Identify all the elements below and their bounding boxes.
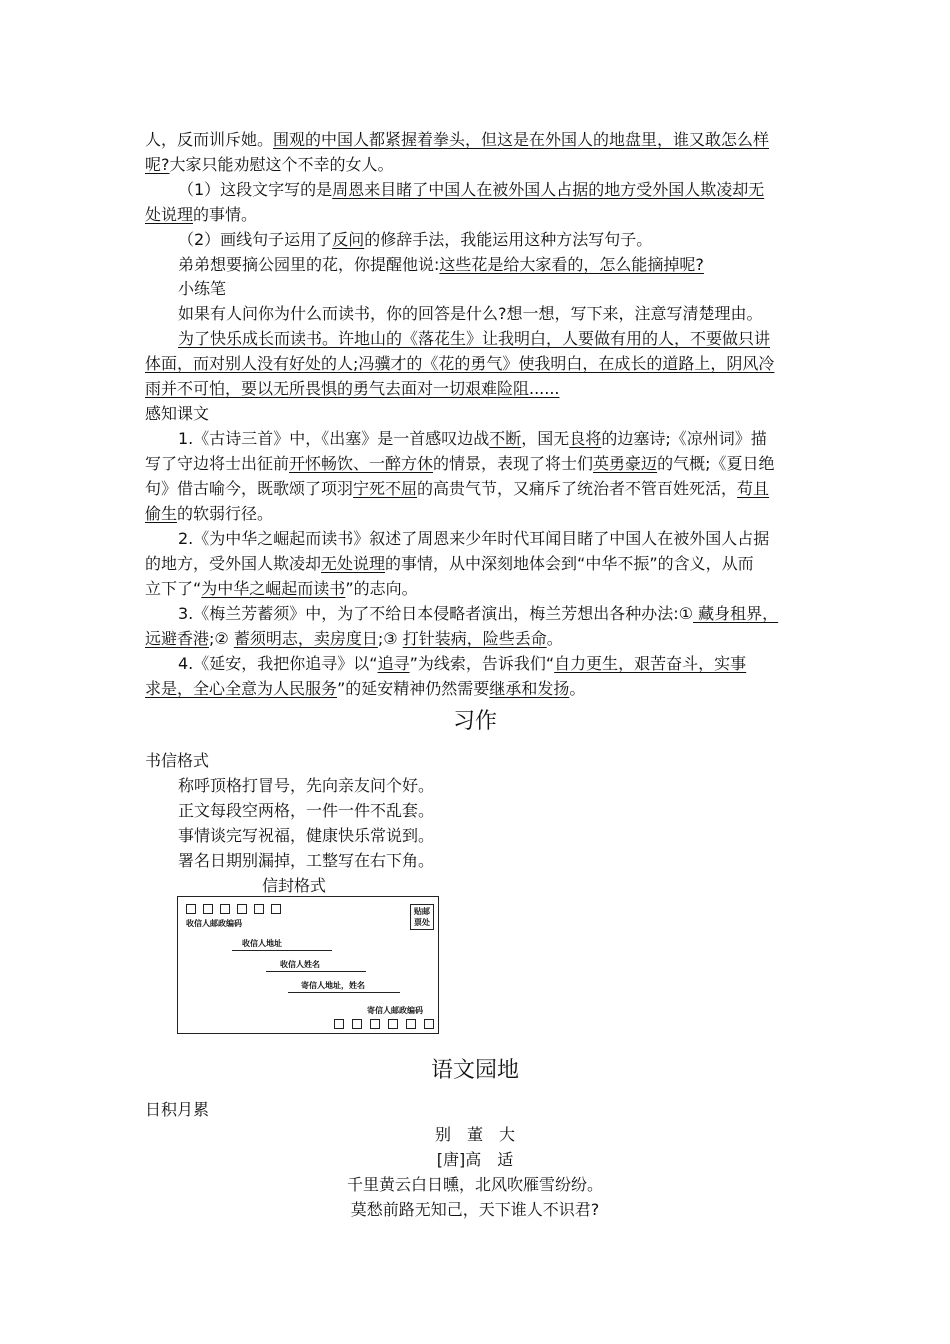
text-segment: 。 xyxy=(569,679,586,698)
envelope-diagram xyxy=(177,896,439,1034)
text-line xyxy=(178,526,805,551)
text-segment: 人，反而训斥她。 xyxy=(145,130,274,149)
text-line xyxy=(178,177,805,202)
envelope-title: 信封格式 xyxy=(262,876,327,895)
sender-address-label: 寄信人地址，姓名 xyxy=(301,980,365,990)
recipient-postcode-label: 收信人邮政编码 xyxy=(186,918,242,928)
text-segment: 立下了“ xyxy=(145,579,202,598)
poem-title: 别 董 大 xyxy=(434,1125,515,1144)
underlined-text: 良将 xyxy=(569,429,602,448)
text-segment: 的事情，从中深刻地体会到“中华不振”的含义，从而 xyxy=(385,554,754,573)
underlined-text: 这些花是给大家看的，怎么能摘掉呢? xyxy=(439,255,704,274)
text-line xyxy=(145,476,805,501)
text-segment: 如果有人问你为什么而读书，你的回答是什么?想一想，写下来，注意写清楚理由。 xyxy=(178,304,763,323)
text-segment: ;③ xyxy=(377,629,403,648)
text-segment: 的地方，受外国人欺凌却 xyxy=(145,554,322,573)
text-segment: 4.《延安，我把你追寻》以“ xyxy=(178,654,378,673)
poem-line: 千里黄云白日曛，北风吹雁雪纷纷。 xyxy=(346,1175,603,1194)
underlined-text: 继承和发扬 xyxy=(489,679,570,698)
underlined-text: 为了快乐成长而读书。许地山的《落花生》让我明白，人要做有用的人，不要做只讲 xyxy=(178,329,771,348)
text-segment: 感知课文 xyxy=(145,404,210,423)
text-line xyxy=(178,601,805,626)
text-segment: 的修辞手法，我能运用这种方法写句子。 xyxy=(364,230,653,249)
text-line xyxy=(145,376,805,401)
text-line xyxy=(145,626,805,651)
text-segment: 大家只能劝慰这个不幸的女人。 xyxy=(169,155,394,174)
text-segment: 的情景，表现了将士们 xyxy=(433,454,594,473)
text-segment: ;② xyxy=(209,629,234,648)
letter-rule: 署名日期别漏掉，工整写在右下角。 xyxy=(178,851,435,870)
underlined-text: 偷生 xyxy=(145,504,178,523)
text-line xyxy=(145,501,805,526)
postcode-box xyxy=(220,904,230,914)
underlined-text: 呢? xyxy=(145,155,170,174)
postcode-box xyxy=(424,1019,434,1029)
underlined-text: 蓄须明志，卖房度日 xyxy=(233,629,378,648)
text-segment: ”为线索，告诉我们“ xyxy=(409,654,555,673)
underlined-text: 宁死不屈 xyxy=(353,479,418,498)
text-segment: 。 xyxy=(546,629,563,648)
letter-rule: 正文每段空两格，一件一件不乱套。 xyxy=(178,801,435,820)
text-segment: ，国无 xyxy=(521,429,570,448)
underlined-text: 藏身租界， xyxy=(693,604,779,623)
text-segment: （1）这段文字写的是 xyxy=(178,180,333,199)
underlined-text: 无处说理 xyxy=(321,554,386,573)
text-line xyxy=(178,252,805,277)
underlined-text: 周恩来目睹了中国人在被外国人占据的地方受外国人欺凌却无 xyxy=(332,180,765,199)
underlined-text: 处说理 xyxy=(145,205,194,224)
postcode-box xyxy=(271,904,281,914)
text-segment: 3.《梅兰芳蓄须》中，为了不给日本侵略者演出，梅兰芳想出各种办法:① xyxy=(178,604,694,623)
postcode-box xyxy=(254,904,264,914)
text-segment: ”的志向。 xyxy=(345,579,418,598)
underlined-text: 苟且 xyxy=(737,479,770,498)
text-segment: 的高贵气节，又痛斥了统治者不管百姓死活， xyxy=(417,479,738,498)
underlined-text: 围观的中国人都紧握着拳头，但这是在外国人的地盘里，谁又敢怎么样 xyxy=(273,130,770,149)
text-segment: 的气概;《夏日绝 xyxy=(657,454,775,473)
text-line xyxy=(178,426,805,451)
text-line xyxy=(145,676,805,701)
text-line xyxy=(145,351,805,376)
letter-format-heading: 书信格式 xyxy=(145,751,210,770)
text-line xyxy=(178,276,805,301)
stamp-label: 票处 xyxy=(414,917,430,927)
text-segment: 句》借古喻今，既歌颂了项羽 xyxy=(145,479,354,498)
letter-rule: 事情谈完写祝福，健康快乐常说到。 xyxy=(178,826,435,845)
poem-line: 莫愁前路无知己，天下谁人不识君? xyxy=(350,1200,600,1219)
postcode-box xyxy=(237,904,247,914)
recipient-name-label: 收信人姓名 xyxy=(280,959,320,969)
postcode-box xyxy=(406,1019,416,1029)
underlined-text: 不断 xyxy=(489,429,522,448)
underlined-text: 为中华之崛起而读书 xyxy=(201,579,346,598)
stamp-box xyxy=(410,904,434,930)
underlined-text: 打针装病，险些丢命 xyxy=(402,629,547,648)
text-line xyxy=(145,451,805,476)
underlined-text: 远避香港 xyxy=(145,629,210,648)
text-segment: 小练笔 xyxy=(178,279,227,298)
underlined-text: 雨并不可怕，要以无所畏惧的勇气去面对一切艰难险阻...... xyxy=(145,379,560,398)
underlined-text: 开怀畅饮、一醉方休 xyxy=(289,454,434,473)
text-line xyxy=(178,326,805,351)
address-line xyxy=(232,950,332,951)
subheading-rijiyuelei: 日积月累 xyxy=(145,1100,210,1119)
text-segment: 写了守边将士出征前 xyxy=(145,454,290,473)
postcode-box xyxy=(370,1019,380,1029)
recipient-address-label: 收信人地址 xyxy=(242,938,282,948)
postcode-box xyxy=(352,1019,362,1029)
stamp-label: 贴邮 xyxy=(414,906,430,916)
text-line xyxy=(145,202,805,227)
underlined-text: 体面，而对别人没有好处的人;冯骥才的《花的勇气》使我明白，在成长的道路上，阴风冷 xyxy=(145,354,775,373)
underlined-text: 求是，全心全意为人民服务 xyxy=(145,679,338,698)
postcode-box xyxy=(388,1019,398,1029)
text-line xyxy=(145,152,805,177)
text-line xyxy=(145,576,805,601)
text-segment: 1.《古诗三首》中，《出塞》是一首感叹边战 xyxy=(178,429,490,448)
text-segment: 的事情。 xyxy=(193,205,258,224)
text-segment: 弟弟想要摘公园里的花，你提醒他说: xyxy=(178,255,440,274)
text-segment: （2）画线句子运用了 xyxy=(178,230,333,249)
text-line xyxy=(178,227,805,252)
postcode-box xyxy=(334,1019,344,1029)
section-heading-xizuo: 习作 xyxy=(452,709,497,734)
poem-author: [唐]高 适 xyxy=(436,1150,514,1169)
underlined-text: 追寻 xyxy=(377,654,410,673)
name-line xyxy=(266,971,366,972)
postcode-box xyxy=(186,904,196,914)
text-line xyxy=(145,401,805,426)
sender-line xyxy=(288,992,400,993)
sender-postcode-label: 寄信人邮政编码 xyxy=(367,1005,423,1015)
text-line xyxy=(178,301,805,326)
letter-rule: 称呼顶格打冒号，先向亲友问个好。 xyxy=(178,776,435,795)
underlined-text: 英勇豪迈 xyxy=(593,454,658,473)
postcode-box xyxy=(203,904,213,914)
text-segment: 的边塞诗;《凉州词》描 xyxy=(601,429,767,448)
text-segment: ”的延安精神仍然需要 xyxy=(337,679,490,698)
underlined-text: 反问 xyxy=(332,230,365,249)
text-line xyxy=(145,551,805,576)
text-segment: 的软弱行径。 xyxy=(177,504,274,523)
underlined-text: 自力更生，艰苦奋斗，实事 xyxy=(554,654,747,673)
text-line xyxy=(145,127,805,152)
section-heading-yuwen-yuandi: 语文园地 xyxy=(430,1058,519,1083)
text-segment: 2.《为中华之崛起而读书》叙述了周恩来少年时代耳闻目睹了中国人在被外国人占据 xyxy=(178,529,770,548)
text-line xyxy=(178,651,805,676)
